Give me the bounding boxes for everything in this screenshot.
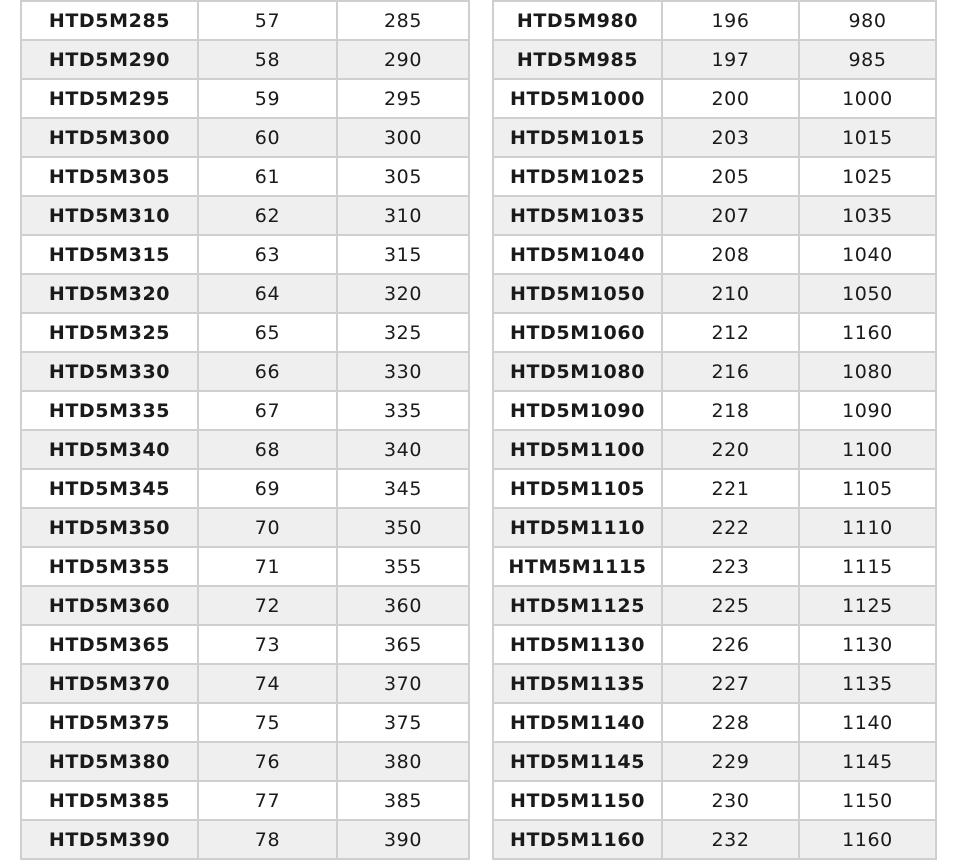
table-row [493, 820, 936, 859]
pitch-length-cell: 305 [337, 157, 469, 196]
pitch-length-cell: 365 [337, 625, 469, 664]
teeth-count-cell: 232 [662, 820, 799, 859]
part-number-cell: HTD5M380 [21, 742, 198, 781]
table-body [21, 1, 469, 859]
part-number-cell: HTD5M1135 [493, 664, 662, 703]
part-number-cell: HTD5M350 [21, 508, 198, 547]
teeth-count-cell: 73 [198, 625, 337, 664]
teeth-count-cell: 75 [198, 703, 337, 742]
teeth-count-cell: 67 [198, 391, 337, 430]
pitch-length-cell: 1000 [799, 79, 936, 118]
teeth-count-cell: 228 [662, 703, 799, 742]
part-number-cell: HTD5M295 [21, 79, 198, 118]
table-row [493, 508, 936, 547]
teeth-count-cell: 197 [662, 40, 799, 79]
teeth-count-cell: 203 [662, 118, 799, 157]
pitch-length-cell: 1040 [799, 235, 936, 274]
teeth-count-cell: 230 [662, 781, 799, 820]
part-number-cell: HTD5M330 [21, 352, 198, 391]
pitch-length-cell: 320 [337, 274, 469, 313]
pitch-length-cell: 1110 [799, 508, 936, 547]
part-number-cell: HTD5M1035 [493, 196, 662, 235]
pitch-length-cell: 310 [337, 196, 469, 235]
pitch-length-cell: 980 [799, 1, 936, 40]
pitch-length-cell: 285 [337, 1, 469, 40]
part-number-cell: HTM5M1115 [493, 547, 662, 586]
table-row [21, 625, 469, 664]
part-number-cell: HTD5M300 [21, 118, 198, 157]
teeth-count-cell: 218 [662, 391, 799, 430]
teeth-count-cell: 200 [662, 79, 799, 118]
teeth-count-cell: 64 [198, 274, 337, 313]
table-row [493, 469, 936, 508]
part-number-cell: HTD5M1060 [493, 313, 662, 352]
part-number-cell: HTD5M320 [21, 274, 198, 313]
table-row [21, 664, 469, 703]
table-row [493, 79, 936, 118]
part-number-cell: HTD5M360 [21, 586, 198, 625]
part-number-cell: HTD5M335 [21, 391, 198, 430]
teeth-count-cell: 207 [662, 196, 799, 235]
teeth-count-cell: 74 [198, 664, 337, 703]
part-number-cell: HTD5M290 [21, 40, 198, 79]
pitch-length-cell: 1150 [799, 781, 936, 820]
pitch-length-cell: 1105 [799, 469, 936, 508]
pitch-length-cell: 985 [799, 40, 936, 79]
table-row [493, 430, 936, 469]
part-number-cell: HTD5M370 [21, 664, 198, 703]
pitch-length-cell: 380 [337, 742, 469, 781]
part-number-cell: HTD5M985 [493, 40, 662, 79]
table-row [21, 547, 469, 586]
table-row [21, 430, 469, 469]
teeth-count-cell: 196 [662, 1, 799, 40]
part-number-cell: HTD5M980 [493, 1, 662, 40]
part-number-cell: HTD5M345 [21, 469, 198, 508]
part-number-cell: HTD5M390 [21, 820, 198, 859]
part-number-cell: HTD5M1080 [493, 352, 662, 391]
part-number-cell: HTD5M1110 [493, 508, 662, 547]
teeth-count-cell: 61 [198, 157, 337, 196]
teeth-count-cell: 210 [662, 274, 799, 313]
pitch-length-cell: 330 [337, 352, 469, 391]
pitch-length-cell: 390 [337, 820, 469, 859]
table-row [21, 313, 469, 352]
part-number-cell: HTD5M1090 [493, 391, 662, 430]
teeth-count-cell: 62 [198, 196, 337, 235]
teeth-count-cell: 59 [198, 79, 337, 118]
table-row [493, 274, 936, 313]
table-row [493, 586, 936, 625]
part-number-cell: HTD5M1145 [493, 742, 662, 781]
part-number-cell: HTD5M1040 [493, 235, 662, 274]
pitch-length-cell: 335 [337, 391, 469, 430]
part-number-cell: HTD5M355 [21, 547, 198, 586]
pitch-length-cell: 355 [337, 547, 469, 586]
teeth-count-cell: 60 [198, 118, 337, 157]
table-row [21, 196, 469, 235]
pitch-length-cell: 1015 [799, 118, 936, 157]
table-row [21, 742, 469, 781]
part-number-cell: HTD5M365 [21, 625, 198, 664]
teeth-count-cell: 205 [662, 157, 799, 196]
table-row [21, 274, 469, 313]
pitch-length-cell: 1035 [799, 196, 936, 235]
teeth-count-cell: 229 [662, 742, 799, 781]
teeth-count-cell: 69 [198, 469, 337, 508]
table-row [493, 391, 936, 430]
part-number-cell: HTD5M325 [21, 313, 198, 352]
teeth-count-cell: 78 [198, 820, 337, 859]
part-number-cell: HTD5M1050 [493, 274, 662, 313]
pitch-length-cell: 290 [337, 40, 469, 79]
teeth-count-cell: 71 [198, 547, 337, 586]
table-row [21, 235, 469, 274]
pitch-length-cell: 325 [337, 313, 469, 352]
table-row [21, 781, 469, 820]
pitch-length-cell: 360 [337, 586, 469, 625]
table-row [493, 313, 936, 352]
table-row [493, 196, 936, 235]
table-row [493, 742, 936, 781]
teeth-count-cell: 221 [662, 469, 799, 508]
belt-spec-table-left [20, 0, 470, 860]
table-row [493, 352, 936, 391]
table-row [21, 352, 469, 391]
teeth-count-cell: 70 [198, 508, 337, 547]
pitch-length-cell: 315 [337, 235, 469, 274]
part-number-cell: HTD5M315 [21, 235, 198, 274]
teeth-count-cell: 212 [662, 313, 799, 352]
pitch-length-cell: 1080 [799, 352, 936, 391]
part-number-cell: HTD5M375 [21, 703, 198, 742]
part-number-cell: HTD5M1140 [493, 703, 662, 742]
teeth-count-cell: 68 [198, 430, 337, 469]
table-row [21, 508, 469, 547]
part-number-cell: HTD5M310 [21, 196, 198, 235]
teeth-count-cell: 77 [198, 781, 337, 820]
table-row [21, 40, 469, 79]
part-number-cell: HTD5M340 [21, 430, 198, 469]
table-row [493, 664, 936, 703]
pitch-length-cell: 370 [337, 664, 469, 703]
table-row [493, 625, 936, 664]
pitch-length-cell: 345 [337, 469, 469, 508]
part-number-cell: HTD5M1150 [493, 781, 662, 820]
teeth-count-cell: 72 [198, 586, 337, 625]
table-row [493, 157, 936, 196]
pitch-length-cell: 1160 [799, 820, 936, 859]
part-number-cell: HTD5M385 [21, 781, 198, 820]
teeth-count-cell: 66 [198, 352, 337, 391]
table-row [21, 703, 469, 742]
part-number-cell: HTD5M1100 [493, 430, 662, 469]
teeth-count-cell: 223 [662, 547, 799, 586]
pitch-length-cell: 1135 [799, 664, 936, 703]
pitch-length-cell: 1090 [799, 391, 936, 430]
table-row [493, 118, 936, 157]
part-number-cell: HTD5M1125 [493, 586, 662, 625]
table-row [493, 547, 936, 586]
part-number-cell: HTD5M305 [21, 157, 198, 196]
belt-spec-table-right [492, 0, 937, 860]
part-number-cell: HTD5M1025 [493, 157, 662, 196]
part-number-cell: HTD5M1015 [493, 118, 662, 157]
table-row [493, 40, 936, 79]
teeth-count-cell: 76 [198, 742, 337, 781]
table-row [493, 781, 936, 820]
teeth-count-cell: 226 [662, 625, 799, 664]
pitch-length-cell: 340 [337, 430, 469, 469]
table-row [493, 1, 936, 40]
pitch-length-cell: 385 [337, 781, 469, 820]
pitch-length-cell: 1100 [799, 430, 936, 469]
teeth-count-cell: 57 [198, 1, 337, 40]
table-row [21, 1, 469, 40]
teeth-count-cell: 220 [662, 430, 799, 469]
pitch-length-cell: 1140 [799, 703, 936, 742]
part-number-cell: HTD5M1105 [493, 469, 662, 508]
teeth-count-cell: 65 [198, 313, 337, 352]
part-number-cell: HTD5M1130 [493, 625, 662, 664]
pitch-length-cell: 1145 [799, 742, 936, 781]
pitch-length-cell: 1115 [799, 547, 936, 586]
pitch-length-cell: 300 [337, 118, 469, 157]
teeth-count-cell: 63 [198, 235, 337, 274]
table-row [21, 586, 469, 625]
teeth-count-cell: 216 [662, 352, 799, 391]
table-body [493, 1, 936, 859]
pitch-length-cell: 350 [337, 508, 469, 547]
teeth-count-cell: 225 [662, 586, 799, 625]
pitch-length-cell: 1125 [799, 586, 936, 625]
pitch-length-cell: 1160 [799, 313, 936, 352]
table-row [21, 118, 469, 157]
table-row [493, 703, 936, 742]
pitch-length-cell: 1025 [799, 157, 936, 196]
pitch-length-cell: 375 [337, 703, 469, 742]
pitch-length-cell: 1130 [799, 625, 936, 664]
table-row [21, 391, 469, 430]
part-number-cell: HTD5M1160 [493, 820, 662, 859]
part-number-cell: HTD5M285 [21, 1, 198, 40]
table-row [21, 79, 469, 118]
teeth-count-cell: 58 [198, 40, 337, 79]
table-row [21, 469, 469, 508]
teeth-count-cell: 227 [662, 664, 799, 703]
table-row [21, 157, 469, 196]
table-row [493, 235, 936, 274]
teeth-count-cell: 222 [662, 508, 799, 547]
pitch-length-cell: 1050 [799, 274, 936, 313]
table-row [21, 820, 469, 859]
pitch-length-cell: 295 [337, 79, 469, 118]
part-number-cell: HTD5M1000 [493, 79, 662, 118]
teeth-count-cell: 208 [662, 235, 799, 274]
